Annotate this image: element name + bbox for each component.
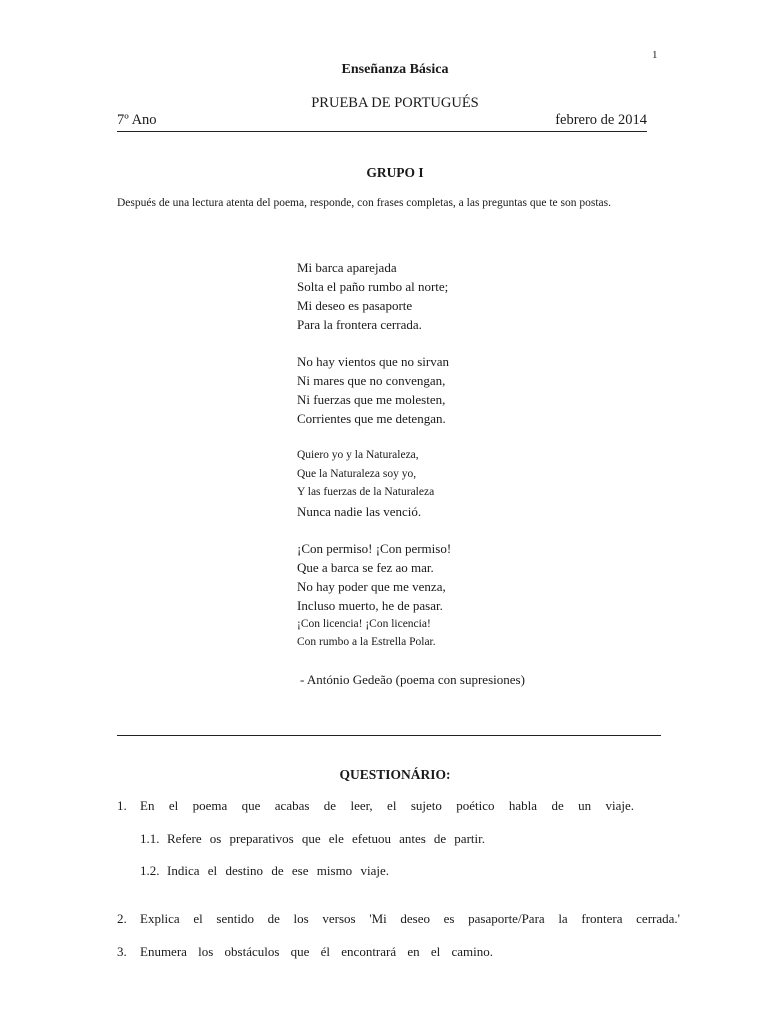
question-number: 2. bbox=[117, 911, 127, 926]
poem bbox=[297, 258, 657, 670]
poem-line: Incluso muerto, he de pasar. bbox=[297, 597, 443, 613]
poem-line: ¡Con permiso! ¡Con permiso! bbox=[297, 540, 452, 556]
question-1-2 bbox=[140, 863, 400, 883]
poem-line: Corrientes que me detengan. bbox=[297, 411, 446, 426]
question-2 bbox=[117, 911, 683, 931]
questionnaire-title: QUESTIONÁRIO: bbox=[339, 767, 451, 782]
question-number: 3. bbox=[117, 944, 127, 959]
test-date: febrero de 2014 bbox=[555, 112, 647, 128]
group-title: GRUPO I bbox=[366, 165, 424, 180]
poem-line: No hay poder que me venza, bbox=[297, 578, 446, 594]
poem-line: Para la frontera cerrada. bbox=[297, 317, 422, 332]
poem-line: Ni fuerzas que me molesten, bbox=[297, 392, 446, 407]
poem-line: Mi deseo es pasaporte bbox=[297, 298, 413, 313]
poem-line: Con rumbo a la Estrella Polar. bbox=[297, 636, 436, 648]
poem-line: Solta el paño rumbo al norte; bbox=[297, 279, 449, 294]
school-level-title: Enseñanza Básica bbox=[341, 62, 449, 77]
poem-stanza-4 bbox=[297, 539, 657, 652]
question-1 bbox=[117, 798, 637, 818]
question-text: Refere os preparativos que ele efetuou antes de partir. bbox=[167, 831, 485, 846]
poem-line: Quiero yo y la Naturaleza, bbox=[297, 449, 419, 461]
question-text: Explica el sentido de los versos 'Mi deseo es pasaporte/Para la frontera cerrada.' bbox=[140, 911, 680, 926]
poem-line: Ni mares que no convengan, bbox=[297, 373, 446, 388]
poem-line: No hay vientos que no sirvan bbox=[297, 354, 450, 369]
question-3 bbox=[117, 944, 497, 964]
page-number: 1 bbox=[652, 49, 658, 61]
test-title: PRUEBA DE PORTUGUÉS bbox=[311, 95, 479, 111]
poem-stanza-3 bbox=[297, 446, 657, 521]
question-1-1 bbox=[140, 831, 490, 851]
poem-line: Nunca nadie las venció. bbox=[297, 503, 422, 519]
poem-stanza-2 bbox=[297, 352, 657, 428]
poem-line: Mi barca aparejada bbox=[297, 260, 397, 275]
header-divider bbox=[117, 131, 647, 132]
poem-stanza-1 bbox=[297, 258, 657, 334]
section-divider bbox=[117, 735, 661, 736]
question-text: Enumera los obstáculos que él encontrará en el camino. bbox=[140, 944, 493, 959]
question-number: 1.2. bbox=[140, 863, 160, 878]
poem-line: ¡Con licencia! ¡Con licencia! bbox=[297, 617, 431, 630]
poem-line: Que a barca se fez ao mar. bbox=[297, 559, 434, 575]
question-text: En el poema que acabas de leer, el sujeto poético habla de un viaje. bbox=[140, 798, 634, 813]
question-number: 1. bbox=[117, 798, 127, 813]
poem-line: Y las fuerzas de la Naturaleza bbox=[297, 486, 435, 498]
poem-author: - António Gedeão (poema con supresiones) bbox=[300, 672, 525, 687]
grade-label: 7º Ano bbox=[117, 112, 157, 128]
poem-line: Que la Naturaleza soy yo, bbox=[297, 467, 417, 480]
question-text: Indica el destino de ese mismo viaje. bbox=[167, 863, 389, 878]
instructions-text: Después de una lectura atenta del poema, responde, con frases completas, a las preguntas que te son postas. bbox=[117, 197, 612, 209]
question-number: 1.1. bbox=[140, 831, 160, 846]
